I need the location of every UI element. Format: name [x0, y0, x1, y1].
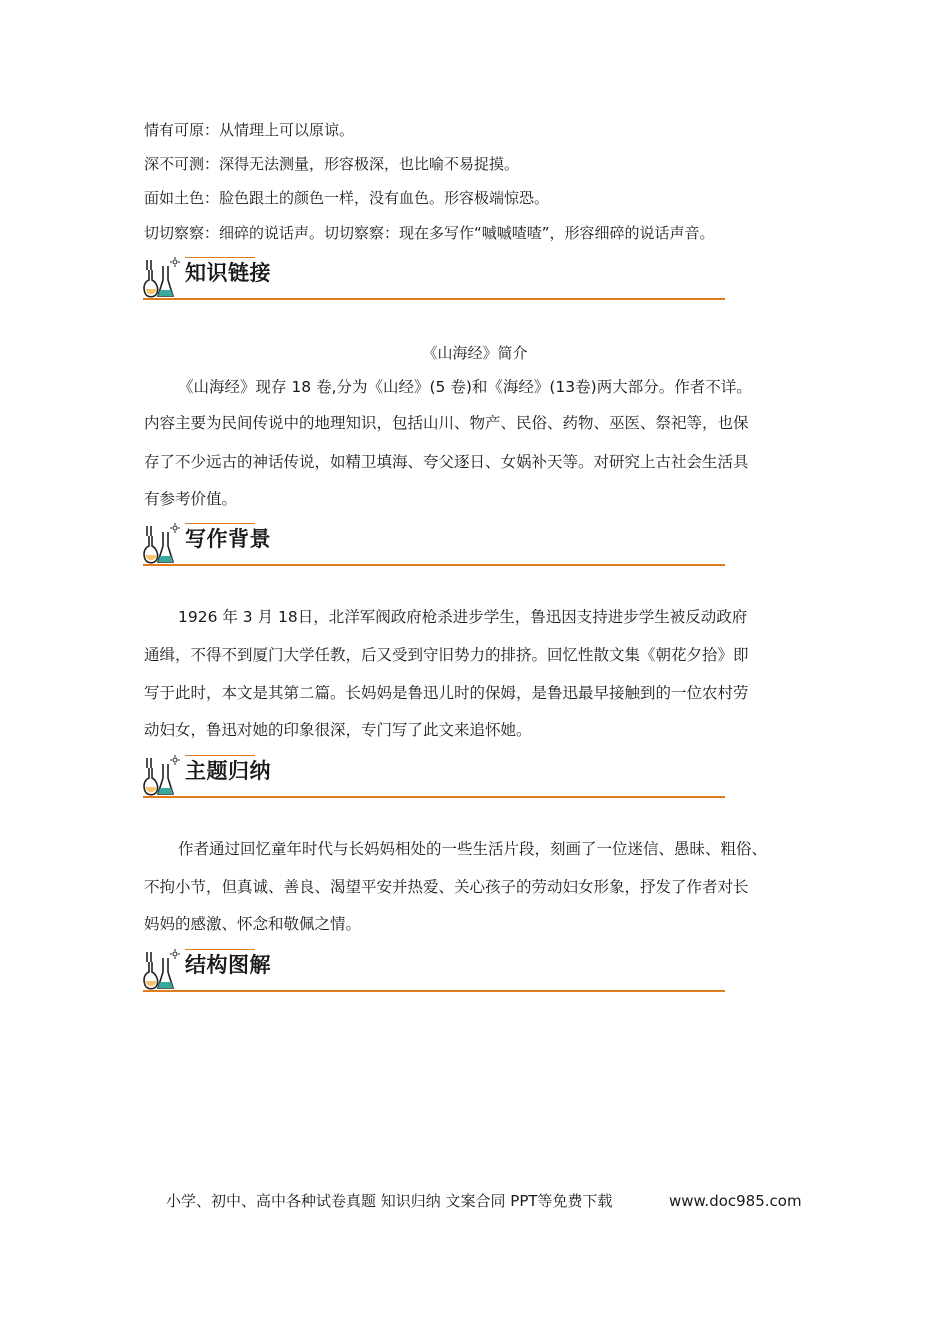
flask-icon: [143, 256, 181, 300]
section-rule: [143, 564, 725, 566]
section-rule: [143, 298, 725, 300]
vocab-line-4: 切切察察：细碎的说话声。切切察察：现在多写作“嘁嘁喳喳”，形容细碎的说话声音。: [144, 224, 715, 242]
footer-text: 小学、初中、高中各种试卷真题 知识归纳 文案合同 PPT等免费下载: [166, 1192, 613, 1210]
heading-accent: [185, 257, 255, 258]
knowledge-line-1: 《山海经》现存 18 卷,分为《山经》(5 卷)和《海经》(13卷)两大部分。作者不详。: [178, 378, 752, 396]
section-heading-structure: [143, 948, 725, 994]
knowledge-line-2: 内容主要为民间传说中的地理知识，包括山川、物产、民俗、药物、巫医、祭祀等，也保: [144, 414, 749, 432]
section-rule: [143, 796, 725, 798]
heading-accent: [185, 523, 255, 524]
flask-icon: [143, 522, 181, 566]
section-title: 结构图解: [185, 953, 271, 977]
subtitle-shanhaijing: 《山海经》简介: [422, 344, 528, 362]
heading-accent: [185, 949, 255, 950]
section-title: 知识链接: [185, 261, 271, 285]
theme-line-1: 作者通过回忆童年时代与长妈妈相处的一些生活片段，刻画了一位迷信、愚昧、粗俗、: [178, 840, 768, 858]
background-line-3: 写于此时，本文是其第二篇。长妈妈是鲁迅儿时的保姆，是鲁迅最早接触到的一位农村劳: [144, 684, 749, 702]
section-heading-background: [143, 522, 725, 568]
knowledge-line-4: 有参考价值。: [144, 490, 238, 508]
footer-url[interactable]: www.doc985.com: [669, 1192, 802, 1210]
heading-accent: [185, 755, 255, 756]
vocab-line-1: 情有可原：从情理上可以原谅。: [144, 121, 355, 139]
section-heading-knowledge: [143, 256, 725, 302]
section-heading-theme: [143, 754, 725, 800]
background-line-4: 动妇女，鲁迅对她的印象很深，专门写了此文来追怀她。: [144, 721, 532, 739]
flask-icon: [143, 754, 181, 798]
page-footer: [166, 1191, 802, 1211]
theme-line-2: 不拘小节，但真诚、善良、渴望平安并热爱、关心孩子的劳动妇女形象，抒发了作者对长: [144, 878, 749, 896]
section-rule: [143, 990, 725, 992]
knowledge-line-3: 存了不少远古的神话传说，如精卫填海、夸父逐日、女娲补天等。对研究上古社会生活具: [144, 453, 749, 471]
theme-line-3: 妈妈的感激、怀念和敬佩之情。: [144, 915, 362, 933]
background-line-2: 通缉，不得不到厦门大学任教，后又受到守旧势力的排挤。回忆性散文集《朝花夕拾》即: [144, 646, 749, 664]
section-title: 主题归纳: [185, 759, 271, 783]
background-line-1: 1926 年 3 月 18日，北洋军阀政府枪杀进步学生，鲁迅因支持进步学生被反动政府: [178, 608, 748, 626]
vocab-line-3: 面如土色：脸色跟土的颜色一样，没有血色。形容极端惊恐。: [144, 189, 550, 207]
section-title: 写作背景: [185, 527, 271, 551]
vocab-line-2: 深不可测：深得无法测量，形容极深，也比喻不易捉摸。: [144, 155, 520, 173]
flask-icon: [143, 948, 181, 992]
